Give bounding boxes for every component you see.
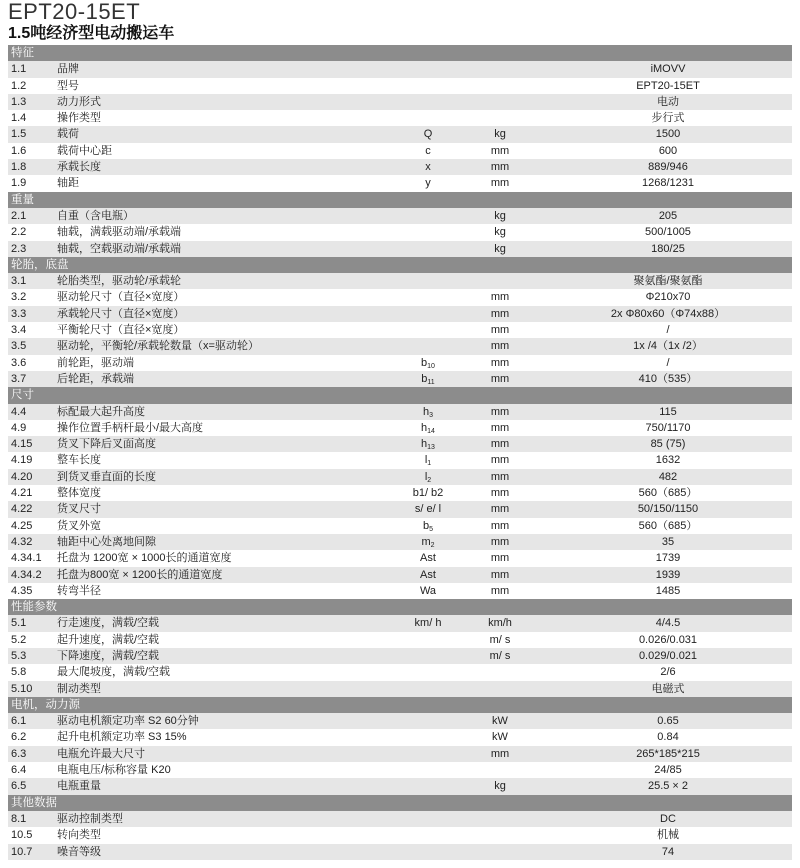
spec-value: 0.65 xyxy=(657,715,679,728)
section-header xyxy=(8,192,792,208)
spec-value: 步行式 xyxy=(651,112,685,125)
spec-name: 品牌 xyxy=(57,63,79,76)
spec-value: 0.84 xyxy=(657,731,679,744)
spec-unit: kg xyxy=(494,780,506,793)
spec-row xyxy=(8,518,792,534)
spec-number: 6.3 xyxy=(11,747,27,760)
spec-number: 2.2 xyxy=(11,226,27,239)
spec-row xyxy=(8,729,792,745)
spec-symbol xyxy=(398,469,458,485)
spec-number: 1.8 xyxy=(11,161,27,174)
spec-row xyxy=(8,567,792,583)
spec-number: 6.4 xyxy=(11,764,27,777)
spec-value: 电磁式 xyxy=(651,682,685,695)
spec-name: 货叉尺寸 xyxy=(57,503,101,516)
section-title: 轮胎，底盘 xyxy=(11,258,69,271)
spec-row xyxy=(8,338,792,354)
section-header xyxy=(8,795,792,811)
spec-symbol: Ast xyxy=(420,552,436,565)
spec-unit: mm xyxy=(490,307,510,320)
spec-symbol-base: l xyxy=(424,454,428,467)
section-header xyxy=(8,257,792,273)
spec-number: 4.25 xyxy=(11,519,33,532)
spec-number: 4.15 xyxy=(11,438,33,451)
spec-row xyxy=(8,811,792,827)
spec-symbol xyxy=(398,534,458,550)
spec-name: 轴距中心处离地间隙 xyxy=(57,535,156,548)
spec-symbol-base: b xyxy=(421,372,428,385)
model-title: EPT20-15ET xyxy=(8,0,141,24)
spec-unit: kW xyxy=(492,731,508,744)
spec-row xyxy=(8,143,792,159)
spec-symbol-subscript: 11 xyxy=(427,378,435,386)
spec-name: 载荷 xyxy=(57,128,79,141)
spec-name: 托盘为800宽 × 1200长的通道宽度 xyxy=(57,568,223,581)
spec-symbol-base: h xyxy=(422,405,430,418)
spec-symbol xyxy=(398,420,458,436)
spec-name: 起升电机额定功率 S3 15% xyxy=(57,731,187,744)
spec-number: 2.1 xyxy=(11,209,27,222)
spec-unit: mm xyxy=(490,356,510,369)
spec-value: 0.029/0.021 xyxy=(638,649,698,662)
spec-value: 560（685） xyxy=(638,519,698,532)
spec-unit: kg xyxy=(494,226,506,239)
spec-number: 4.19 xyxy=(11,454,33,467)
spec-number: 1.5 xyxy=(11,128,27,141)
spec-number: 3.7 xyxy=(11,372,27,385)
spec-unit: mm xyxy=(490,535,510,548)
spec-value: 410（535） xyxy=(638,372,698,385)
spec-symbol: Ast xyxy=(420,568,436,581)
spec-row xyxy=(8,485,792,501)
spec-name: 承载长度 xyxy=(57,161,101,174)
spec-unit: mm xyxy=(490,291,510,304)
spec-row xyxy=(8,534,792,550)
spec-symbol-base: h xyxy=(421,438,428,451)
spec-row xyxy=(8,273,792,289)
spec-value: 聚氨酯/聚氨酯 xyxy=(633,275,703,288)
spec-name: 托盘为 1200宽 × 1000长的通道宽度 xyxy=(57,552,232,565)
spec-number: 4.4 xyxy=(11,405,27,418)
spec-row xyxy=(8,632,792,648)
spec-unit: mm xyxy=(490,144,510,157)
spec-row xyxy=(8,241,792,257)
spec-row xyxy=(8,224,792,240)
spec-number: 4.34.2 xyxy=(11,568,42,581)
spec-name: 货叉外宽 xyxy=(57,519,101,532)
section-title: 特征 xyxy=(11,47,34,59)
spec-unit: mm xyxy=(490,519,510,532)
spec-value: 2/6 xyxy=(660,666,676,679)
spec-unit: mm xyxy=(490,405,510,418)
section-header xyxy=(8,599,792,615)
spec-value: 74 xyxy=(661,845,675,858)
spec-unit: mm xyxy=(490,161,510,174)
spec-symbol: y xyxy=(425,177,431,190)
spec-value: 1x /4（1x /2） xyxy=(633,340,703,353)
spec-row xyxy=(8,762,792,778)
spec-row xyxy=(8,322,792,338)
spec-name: 最大爬坡度，满载/空载 xyxy=(57,666,171,679)
spec-unit: km/h xyxy=(488,617,512,630)
spec-number: 10.5 xyxy=(11,829,33,842)
spec-number: 6.5 xyxy=(11,780,27,793)
spec-value: 24/85 xyxy=(654,764,682,777)
spec-value: 180/25 xyxy=(651,242,685,255)
spec-unit: mm xyxy=(490,438,510,451)
spec-number: 3.3 xyxy=(11,307,27,320)
spec-symbol-base: b xyxy=(422,519,430,532)
spec-symbol: Q xyxy=(423,128,433,141)
spec-value: 50/150/1150 xyxy=(637,503,699,516)
spec-name: 载荷中心距 xyxy=(57,144,112,157)
spec-symbol-base: l xyxy=(424,470,428,483)
spec-name: 轴距 xyxy=(57,177,79,190)
spec-row xyxy=(8,94,792,110)
spec-row xyxy=(8,713,792,729)
spec-row xyxy=(8,778,792,794)
spec-number: 6.2 xyxy=(11,731,27,744)
spec-symbol xyxy=(398,404,458,420)
spec-symbol-base: m xyxy=(421,535,431,548)
spec-row xyxy=(8,844,792,860)
spec-row xyxy=(8,501,792,517)
spec-symbol xyxy=(398,452,458,468)
spec-number: 8.1 xyxy=(11,812,27,825)
spec-number: 2.3 xyxy=(11,242,27,255)
spec-value: 265*185*215 xyxy=(636,747,700,760)
spec-name: 操作类型 xyxy=(57,112,101,125)
spec-unit: mm xyxy=(490,454,510,467)
spec-symbol-subscript: 3 xyxy=(429,411,434,419)
spec-number: 3.1 xyxy=(11,275,27,288)
spec-unit: mm xyxy=(490,487,510,500)
spec-value: 电动 xyxy=(657,95,679,108)
spec-number: 3.5 xyxy=(11,340,27,353)
spec-name: 驱动轮，平衡轮/承载轮数量（x=驱动轮） xyxy=(57,340,259,353)
spec-symbol-subscript: 5 xyxy=(429,525,434,533)
spec-number: 5.8 xyxy=(11,666,27,679)
spec-row xyxy=(8,550,792,566)
spec-value: 600 xyxy=(658,144,678,157)
spec-number: 3.6 xyxy=(11,356,27,369)
spec-row xyxy=(8,126,792,142)
spec-value: / xyxy=(666,324,670,337)
spec-name: 噪音等级 xyxy=(57,845,101,858)
spec-name: 电瓶重量 xyxy=(57,780,101,793)
spec-name: 标配最大起升高度 xyxy=(57,405,145,418)
spec-value: 205 xyxy=(658,209,678,222)
spec-table xyxy=(8,45,792,860)
spec-name: 电瓶允许最大尺寸 xyxy=(57,747,145,760)
spec-unit: kg xyxy=(494,209,506,222)
spec-name: 前轮距，驱动端 xyxy=(57,356,134,369)
spec-row xyxy=(8,827,792,843)
spec-row xyxy=(8,404,792,420)
spec-name: 整体宽度 xyxy=(57,487,101,500)
spec-number: 5.1 xyxy=(11,617,27,630)
spec-name: 行走速度，满载/空载 xyxy=(57,617,160,630)
spec-value: 482 xyxy=(658,470,678,483)
section-title: 其他数据 xyxy=(11,796,57,809)
spec-row xyxy=(8,583,792,599)
spec-row xyxy=(8,452,792,468)
spec-row xyxy=(8,110,792,126)
spec-number: 4.21 xyxy=(11,487,33,500)
section-header xyxy=(8,697,792,713)
spec-unit: mm xyxy=(490,568,510,581)
spec-value: 4/4.5 xyxy=(655,617,681,630)
spec-name: 到货叉垂直面的长度 xyxy=(57,470,156,483)
spec-symbol: b1/ b2 xyxy=(412,487,444,500)
spec-unit: mm xyxy=(490,421,510,434)
spec-unit: m/ s xyxy=(489,649,511,662)
section-title: 电机，动力源 xyxy=(11,698,80,711)
spec-name: 货叉下降后叉面高度 xyxy=(57,438,156,451)
spec-row xyxy=(8,664,792,680)
spec-name: 自重（含电瓶） xyxy=(57,209,134,222)
spec-number: 5.10 xyxy=(11,682,33,695)
spec-number: 1.4 xyxy=(11,112,27,125)
spec-value: 1500 xyxy=(655,128,681,141)
spec-value: 2x Φ80x60（Φ74x88） xyxy=(610,307,726,320)
spec-value: 1632 xyxy=(655,454,681,467)
spec-number: 1.1 xyxy=(11,63,27,76)
spec-row xyxy=(8,746,792,762)
spec-unit: mm xyxy=(490,552,510,565)
spec-name: 整车长度 xyxy=(57,454,101,467)
spec-number: 3.2 xyxy=(11,291,27,304)
spec-symbol xyxy=(398,355,458,371)
spec-symbol: Wa xyxy=(419,584,437,597)
spec-value: 1939 xyxy=(655,568,681,581)
spec-number: 10.7 xyxy=(11,845,33,858)
spec-symbol-subscript: 2 xyxy=(427,476,432,484)
spec-value: 1739 xyxy=(655,552,681,565)
spec-name: 驱动控制类型 xyxy=(57,812,123,825)
spec-row xyxy=(8,469,792,485)
spec-row xyxy=(8,175,792,191)
spec-number: 5.2 xyxy=(11,633,27,646)
spec-name: 型号 xyxy=(57,79,79,92)
spec-row xyxy=(8,420,792,436)
spec-row xyxy=(8,648,792,664)
spec-value: 1485 xyxy=(655,584,681,597)
spec-number: 5.3 xyxy=(11,649,27,662)
spec-name: 动力形式 xyxy=(57,95,101,108)
spec-symbol-subscript: 2 xyxy=(430,541,435,549)
spec-symbol xyxy=(398,436,458,452)
spec-number: 4.20 xyxy=(11,470,33,483)
spec-value: 1268/1231 xyxy=(642,177,694,190)
spec-value: iMOVV xyxy=(650,63,686,76)
spec-name: 驱动轮尺寸（直径×宽度） xyxy=(57,291,185,304)
spec-unit: mm xyxy=(490,177,510,190)
spec-row xyxy=(8,289,792,305)
spec-value: 560（685） xyxy=(638,487,698,500)
spec-name: 起升速度，满载/空载 xyxy=(57,633,160,646)
spec-number: 4.35 xyxy=(11,584,33,597)
spec-symbol xyxy=(398,371,458,387)
spec-name: 转弯半径 xyxy=(57,584,101,597)
spec-row xyxy=(8,355,792,371)
spec-symbol-base: h xyxy=(421,421,428,434)
spec-name: 操作位置手柄杆最小/最大高度 xyxy=(57,421,204,434)
spec-symbol-subscript: 1 xyxy=(427,460,432,468)
spec-row xyxy=(8,306,792,322)
spec-number: 1.3 xyxy=(11,95,27,108)
spec-symbol-base: b xyxy=(421,356,428,369)
spec-value: 85 (75) xyxy=(650,438,686,451)
section-title: 性能参数 xyxy=(11,601,57,614)
section-header xyxy=(8,387,792,403)
spec-name: 转向类型 xyxy=(57,829,101,842)
section-title: 尺寸 xyxy=(11,389,34,402)
spec-name: 制动类型 xyxy=(57,682,101,695)
spec-unit: kW xyxy=(492,715,508,728)
spec-value: / xyxy=(666,356,670,369)
spec-value: 115 xyxy=(659,405,677,418)
spec-number: 4.34.1 xyxy=(11,552,42,565)
spec-symbol: s/ e/ l xyxy=(414,503,442,516)
spec-number: 4.32 xyxy=(11,535,33,548)
spec-name: 下降速度，满载/空载 xyxy=(57,649,160,662)
spec-name: 电瓶电压/标称容量 K20 xyxy=(57,764,171,777)
spec-value: 机械 xyxy=(657,829,679,842)
spec-symbol: km/ h xyxy=(414,617,442,630)
spec-value: 35 xyxy=(661,535,675,548)
spec-number: 4.22 xyxy=(11,503,33,516)
spec-number: 1.6 xyxy=(11,144,27,157)
spec-value: Φ210x70 xyxy=(645,291,691,304)
spec-symbol: x xyxy=(425,161,431,174)
product-subtitle: 1.5吨经济型电动搬运车 xyxy=(8,25,175,42)
spec-row xyxy=(8,436,792,452)
spec-unit: mm xyxy=(490,340,510,353)
spec-row xyxy=(8,208,792,224)
spec-name: 后轮距，承载端 xyxy=(57,372,134,385)
spec-name: 平衡轮尺寸（直径×宽度） xyxy=(57,324,185,337)
spec-row xyxy=(8,681,792,697)
spec-row xyxy=(8,159,792,175)
spec-value: EPT20-15ET xyxy=(636,79,700,92)
spec-name: 轴载，空载驱动端/承载端 xyxy=(57,242,182,255)
section-header xyxy=(8,45,792,61)
spec-symbol-subscript: 14 xyxy=(427,427,435,435)
spec-name: 轴载，满载驱动端/承载端 xyxy=(57,226,182,239)
spec-value: 750/1170 xyxy=(645,421,691,434)
spec-number: 6.1 xyxy=(11,715,27,728)
spec-number: 1.9 xyxy=(11,177,27,190)
spec-symbol-subscript: 13 xyxy=(427,444,435,452)
spec-unit: mm xyxy=(490,503,510,516)
spec-unit: mm xyxy=(490,324,510,337)
spec-name: 承载轮尺寸（直径×宽度） xyxy=(57,307,185,320)
spec-symbol xyxy=(398,518,458,534)
spec-symbol: c xyxy=(425,144,431,157)
spec-row xyxy=(8,371,792,387)
spec-unit: kg xyxy=(494,128,506,141)
spec-value: 889/946 xyxy=(648,161,688,174)
section-title: 重量 xyxy=(11,193,34,206)
spec-number: 4.9 xyxy=(11,421,27,434)
spec-unit: mm xyxy=(490,372,510,385)
spec-name: 轮胎类型，驱动轮/承载轮 xyxy=(57,275,182,288)
spec-name: 驱动电机额定功率 S2 60分钟 xyxy=(57,715,199,728)
spec-value: DC xyxy=(660,812,676,825)
spec-row xyxy=(8,78,792,94)
spec-unit: mm xyxy=(490,470,510,483)
spec-unit: mm xyxy=(490,747,510,760)
spec-unit: mm xyxy=(490,584,510,597)
spec-number: 3.4 xyxy=(11,324,27,337)
spec-row xyxy=(8,61,792,77)
spec-value: 25.5 × 2 xyxy=(647,780,689,793)
spec-row xyxy=(8,615,792,631)
spec-unit: kg xyxy=(494,242,506,255)
spec-value: 500/1005 xyxy=(645,226,691,239)
spec-unit: m/ s xyxy=(489,633,511,646)
spec-symbol-subscript: 10 xyxy=(427,362,435,370)
spec-number: 1.2 xyxy=(11,79,27,92)
spec-value: 0.026/0.031 xyxy=(638,633,698,646)
